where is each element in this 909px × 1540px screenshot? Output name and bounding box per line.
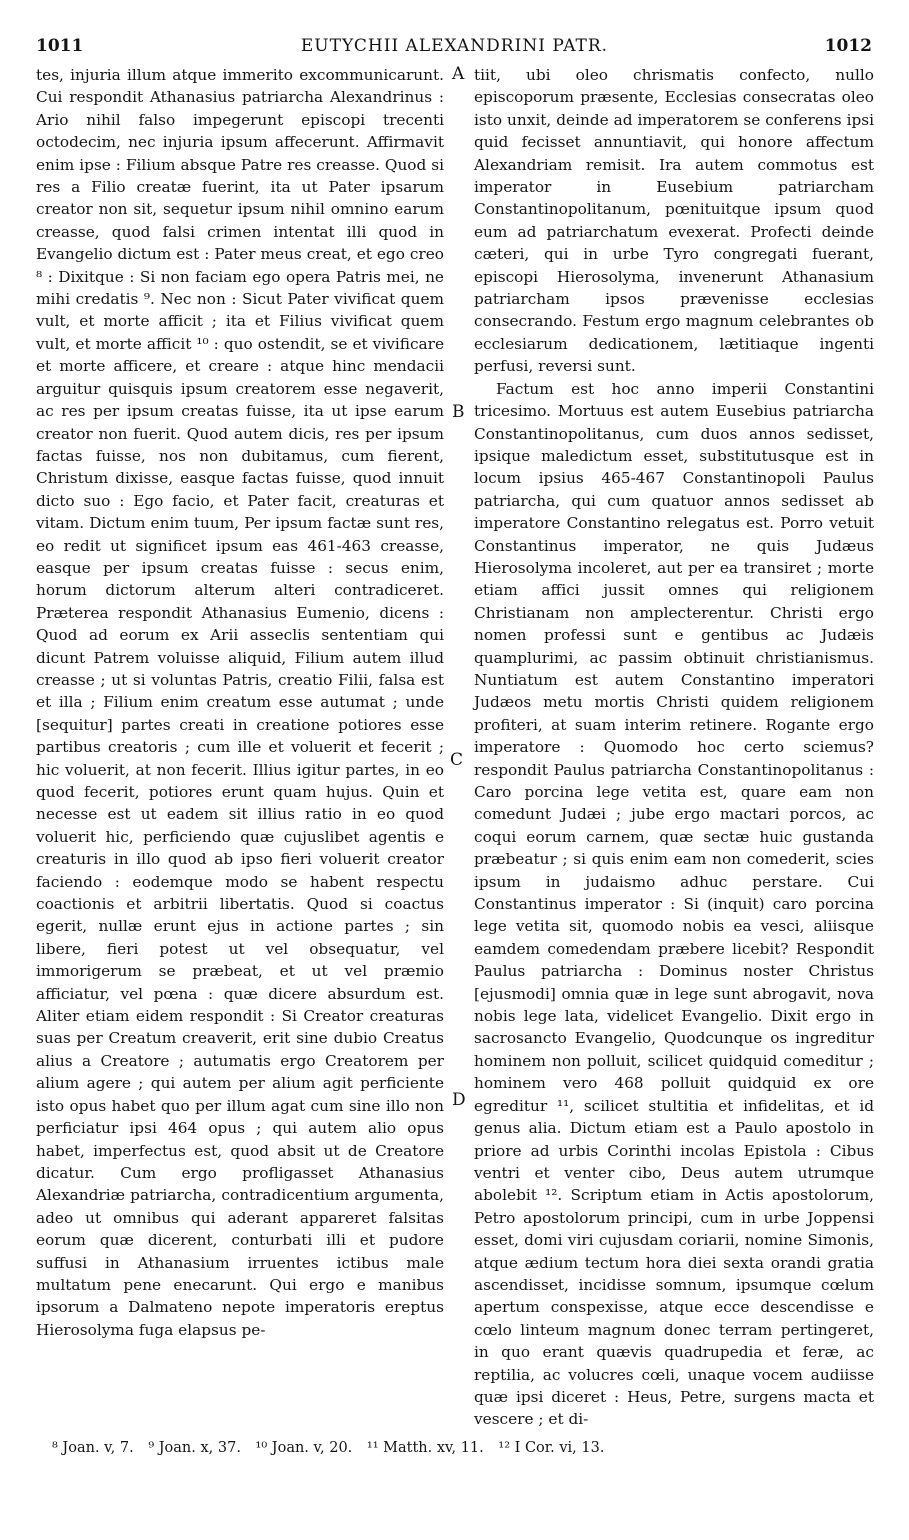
page-number-left: 1011 [36, 36, 84, 56]
right-column [474, 64, 874, 1431]
footnote: ¹¹ Matth. xv, 11. [366, 1440, 484, 1456]
margin-marker-a: A [452, 64, 465, 84]
footnote: ⁸ Joan. v, 7. [52, 1440, 134, 1456]
page-header [0, 36, 909, 60]
left-column-paragraph: tes, injuria illum atque immerito excommunicarunt. Cui respondit Athanasius patriarcha Alexandrinus : Ario nihil falso impegerunt episcopi trecenti octodecim, nec injuria ipsum affecerunt. Affirmavit enim ipse : Filium absque Patre res creasse. Quod si res a Filio creatæ fuerint, ita ut Pater ipsarum creator non sit, sequetur ipsum nihil omnino earum creasse, quod falsi crimen intentat illi quod in Evangelio dictum est : Pater meus creat, et ego creo ⁸ : Dixitque : Si non faciam ego opera Patris mei, ne mihi credatis ⁹. Nec non : Sicut Pater vivificat quem vult, et morte afficit ; ita et Filius vivificat quem vult, et morte afficit ¹⁰ : quo ostendit, se et vivificare et morte afficere, et creare : atque hinc mendacii arguitur quisquis ipsum creatorem esse negaverit, ac res per ipsum creatas fuisse, ita ut ipse earum creator non fuerit. Quod autem dicis, res per ipsum factas fuisse, nos non dubitamus, cum fierent, Christum dixisse, easque factas fuisse, quod innuit dicto suo : Ego facio, et Pater facit, creaturas et vitam. Dictum enim tuum, Per ipsum factæ sunt res, eo redit ut significet ipsum eas 461-463 creasse, easque per ipsum creatas fuisse : secus enim, horum dictorum alterum alteri contradiceret. Præterea respondit Athanasius Eumenio, dicens : Quod ad eorum ex Arii asseclis sententiam qui dicunt Patrem voluisse aliquid, Filium autem illud creasse ; ut si voluntas Patris, creatio Filii, falsa est et illa ; Filium enim creatum esse autumat ; unde [sequitur] partes creati in creatione potiores esse partibus creatoris ; cum ille et voluerit et fecerit ; hic voluerit, at non fecerit. Illius igitur partes, in eo quod fecerit, potiores erunt quam hujus. Quin et necesse est ut eadem sit illius ratio in eo quod voluerit hic, perficiendo quæ cujuslibet agentis e creaturis in illo quod ab ipso fieri voluerit creator faciendo : eodemque modo se habent respectu coactionis et arbitrii libertatis. Quod si coactus egerit, nullæ erunt ejus in actione partes ; sin libere, fieri potest ut vel obsequatur, vel immorigerum se præbeat, et ut vel præmio afficiatur, vel pœna : quæ dicere absurdum est. Aliter etiam eidem respondit : Si Creator creaturas suas per Creatum creaverit, erit sine dubio Creatus alius a Creatore ; autumatis ergo Creatorem per alium agere ; qui autem per alium agit perficiente isto opus habet quo per illum agat cum sine illo non perficiatur ipsi 464 opus ; qui autem alio opus habet, imperfectus est, quod absit ut de Creatore dicatur. Cum ergo profligasset Athanasius Alexandriæ patriarcha, contradicentium argumenta, adeo ut omnibus qui aderant appareret falsitas eorum quæ dicerent, conturbati illi et pudore suffusi in Athanasium irruentes ictibus male multatum pene enecarunt. Qui ergo e manibus ipsorum a Dalmateno nepote imperatoris ereptus Hierosolyma fuga elapsus pe- [36, 66, 444, 1339]
margin-marker-c: C [450, 750, 464, 770]
footnotes [52, 1440, 882, 1456]
page-number-right: 1012 [824, 36, 872, 56]
footnote: ⁹ Joan. x, 37. [148, 1440, 241, 1456]
left-column [36, 64, 444, 1341]
margin-marker-d: D [452, 1090, 466, 1110]
right-column-paragraph: Factum est hoc anno imperii Constantini tricesimo. Mortuus est autem Eusebius patriarcha Constantinopolitanus, cum duos annos sedisset, ipsique maledictum esset, substitutusque est in locum ipsius 465-467 Constantinopoli Paulus patriarcha, qui cum quatuor annos sedisset ab imperatore Constantino relegatus est. Porro vetuit Constantinus imperator, ne quis Judæus Hierosolyma incoleret, aut per ea transiret ; morte etiam affici jussit omnes qui religionem Christianam non amplecterentur. Christi ergo nomen professi sunt e gentibus ac Judæis quamplurimi, ac passim obtinuit christianismus. Nuntiatum est autem Constantino imperatori Judæos metu mortis Christi quidem religionem profiteri, at suam interim retinere. Rogante ergo imperatore : Quomodo hoc certo sciemus? respondit Paulus patriarcha Constantinopolitanus : Caro porcina lege vetita est, quare eam non comedunt Judæi ; jube ergo mactari porcos, ac coqui eorum carnem, quæ sectæ huic gustanda præbeatur ; si quis enim eam non comederit, scies ipsum in judaismo adhuc perstare. Cui Constantinus imperator : Si (inquit) caro porcina lege vetita sit, quomodo nobis ea vesci, aliisque eamdem comedendam præbere licebit? Respondit Paulus patriarcha : Dominus noster Christus [ejusmodi] omnia quæ in lege sunt abrogavit, nova nobis lege lata, videlicet Evangelio. Dixit ergo in sacrosancto Evangelio, Quodcunque os ingreditur hominem non polluit, scilicet quidquid comeditur ; hominem vero 468 polluit quidquid ex ore egreditur ¹¹, scilicet stultitia et infidelitas, et id genus alia. Dictum etiam est a Paulo apostolo in priore ad urbis Corinthi incolas Epistola : Cibus ventri et venter cibo, Deus autem utrumque abolebit ¹². Scriptum etiam in Actis apostolorum, Petro apostolorum principi, cum in urbe Joppensi esset, domi viri cujusdam coriarii, nomine Simonis, atque ædium tectum hora diei sexta orandi gratia ascendisset, incidisse somnum, ipsumque cœlum apertum conspexisse, atque ecce descendisse e cœlo linteum magnum donec terram pertingeret, in quo erant quævis quadrupedia et feræ, ac reptilia, ac volucres cœli, unaque vocem audiisse quæ ipsi diceret : Heus, Petre, surgens macta et vescere ; et di- [474, 379, 874, 1429]
right-column-paragraph: tiit, ubi oleo chrismatis confecto, nullo episcoporum præsente, Ecclesias consecratas oleo isto unxit, deinde ad imperatorem se conferens ipsi quid fecisset annuntiavit, qui honore affectum Alexandriam remisit. Ira autem commotus est imperator in Eusebium patriarcham Constantinopolitanum, pœnituitque ipsum quod eum ad patriarchatum evexerat. Profecti deinde cæteri, qui in urbe Tyro congregati fuerant, episcopi Hierosolyma, invenerunt Athanasium patriarcham ipsos prævenisse ecclesias consecrando. Festum ergo magnum celebrantes ob ecclesiarum dedicationem, lætitiaque ingenti perfusi, reversi sunt. [474, 66, 874, 376]
footnote: ¹⁰ Joan. v, 20. [255, 1440, 353, 1456]
margin-marker-b: B [452, 402, 465, 422]
running-title: EUTYCHII ALEXANDRINI PATR. [300, 36, 609, 56]
footnote: ¹² I Cor. vi, 13. [498, 1440, 605, 1456]
